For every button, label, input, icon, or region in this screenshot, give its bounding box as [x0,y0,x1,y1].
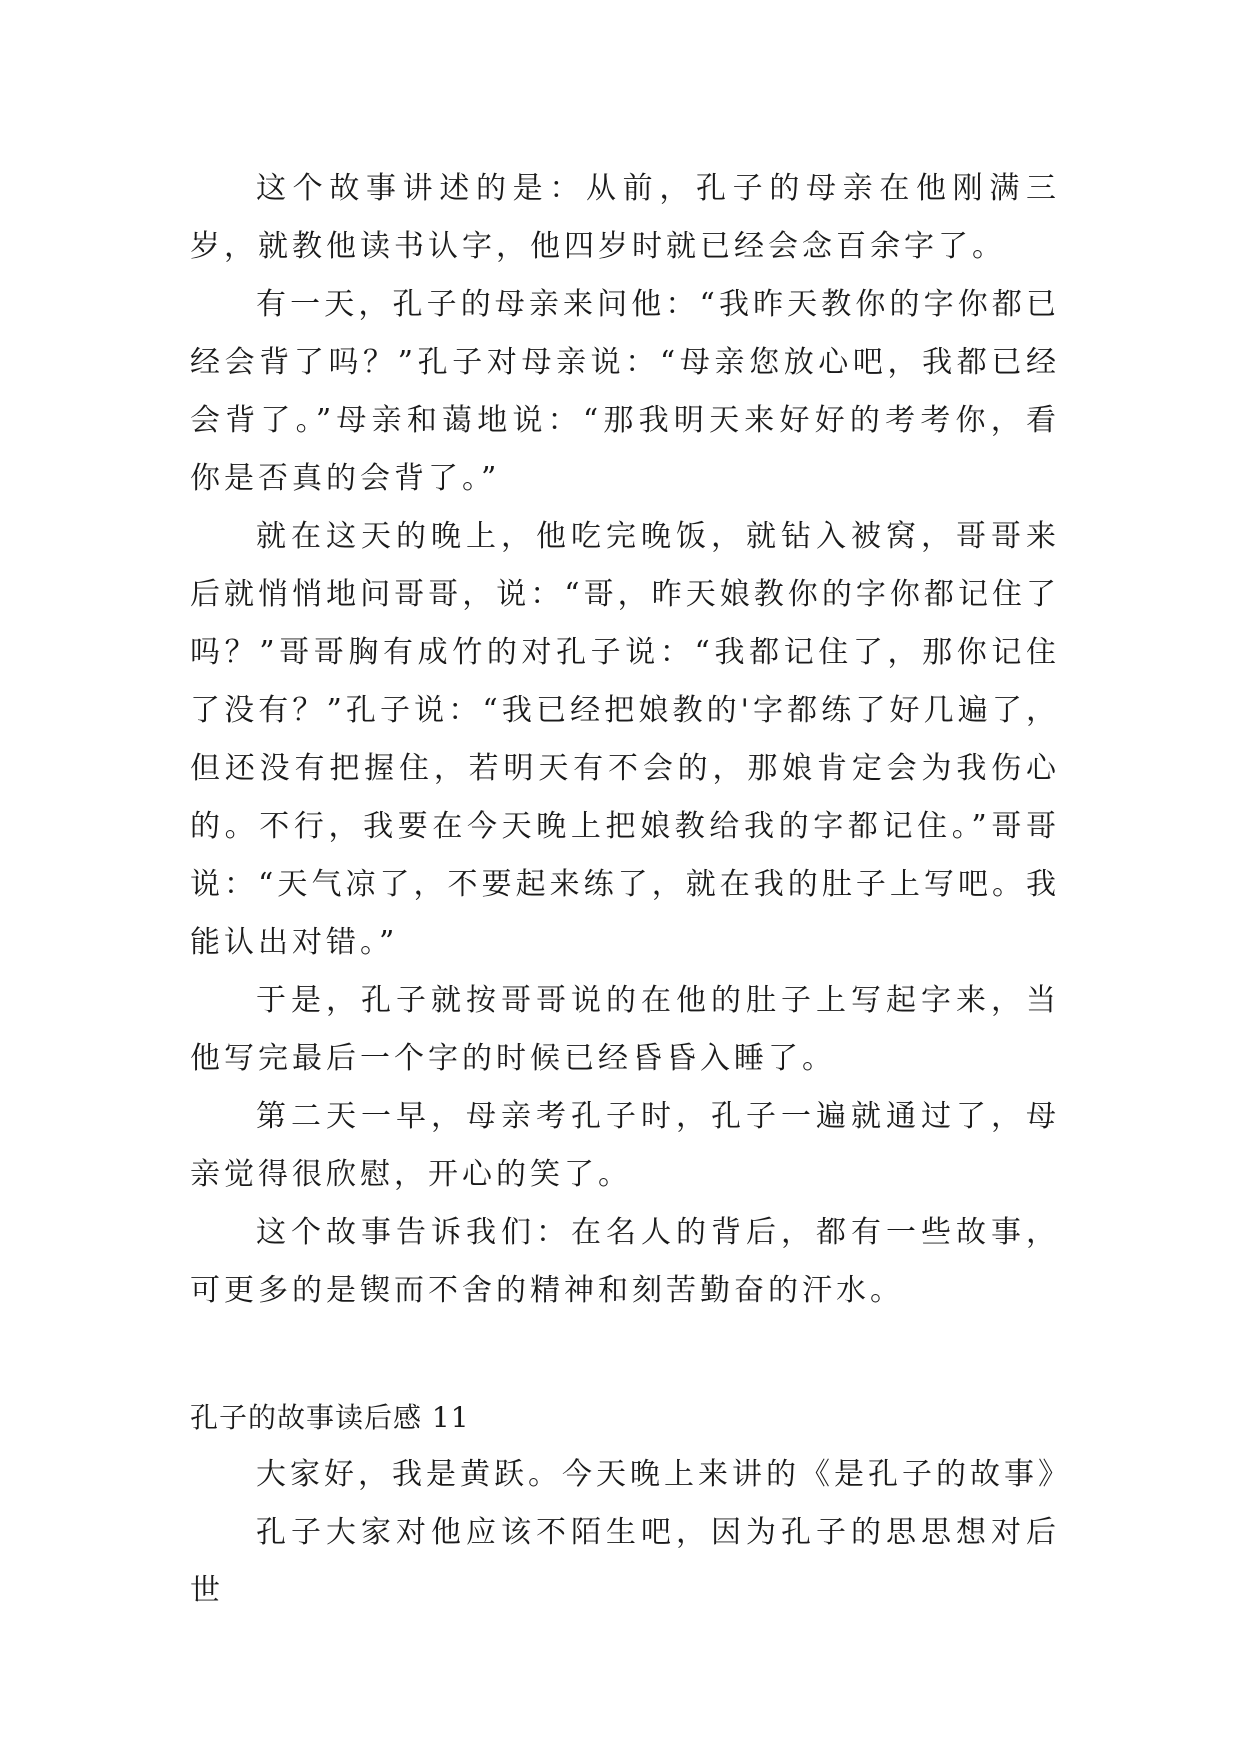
paragraph-moral: 这个故事告诉我们：在名人的背后，都有一些故事，可更多的是锲而不舍的精神和刻苦勤奋的汗水。 [190,1215,1060,1308]
paragraph-writing-on-belly: 于是，孔子就按哥哥说的在他的肚子上写起字来，当他写完最后一个字的时候已经昏昏入睡了。 [190,983,1060,1076]
paragraph-story-intro: 这个故事讲述的是：从前，孔子的母亲在他刚满三岁，就教他读书认字，他四岁时就已经会念百余字了。 [190,171,1060,264]
paragraph-confucius-intro: 孔子大家对他应该不陌生吧，因为孔子的思思想对后世 [190,1515,1060,1608]
section-heading: 孔子的故事读后感 11 [190,1401,470,1434]
section-spacer [190,1320,1060,1390]
paragraph-greeting: 大家好，我是黄跃。今天晚上来讲的《是孔子的故事》 [256,1457,1072,1492]
document-body [190,160,1072,1620]
paragraph-next-morning: 第二天一早，母亲考孔子时，孔子一遍就通过了，母亲觉得很欣慰，开心的笑了。 [190,1099,1060,1192]
paragraph-mother-question: 有一天，孔子的母亲来问他：“我昨天教你的字你都已经会背了吗？”孔子对母亲说：“母亲您放心吧，我都已经会背了。”母亲和蔼地说：“那我明天来好好的考考你，看你是否真的会背了。” [190,287,1060,496]
paragraph-evening-practice: 就在这天的晚上，他吃完晚饭，就钻入被窝，哥哥来后就悄悄地问哥哥，说：“哥，昨天娘教你的字你都记住了吗？”哥哥胸有成竹的对孔子说：“我都记住了，那你记住了没有？”孔子说：“我已经把娘教的'字都练了好几遍了，但还没有把握住，若明天有不会的，那娘肯定会为我伤心的。不行，我要在今天晚上把娘教给我的字都记住。”哥哥说：“天气凉了，不要起来练了，就在我的肚子上写吧。我能认出对错。” [190,519,1060,960]
